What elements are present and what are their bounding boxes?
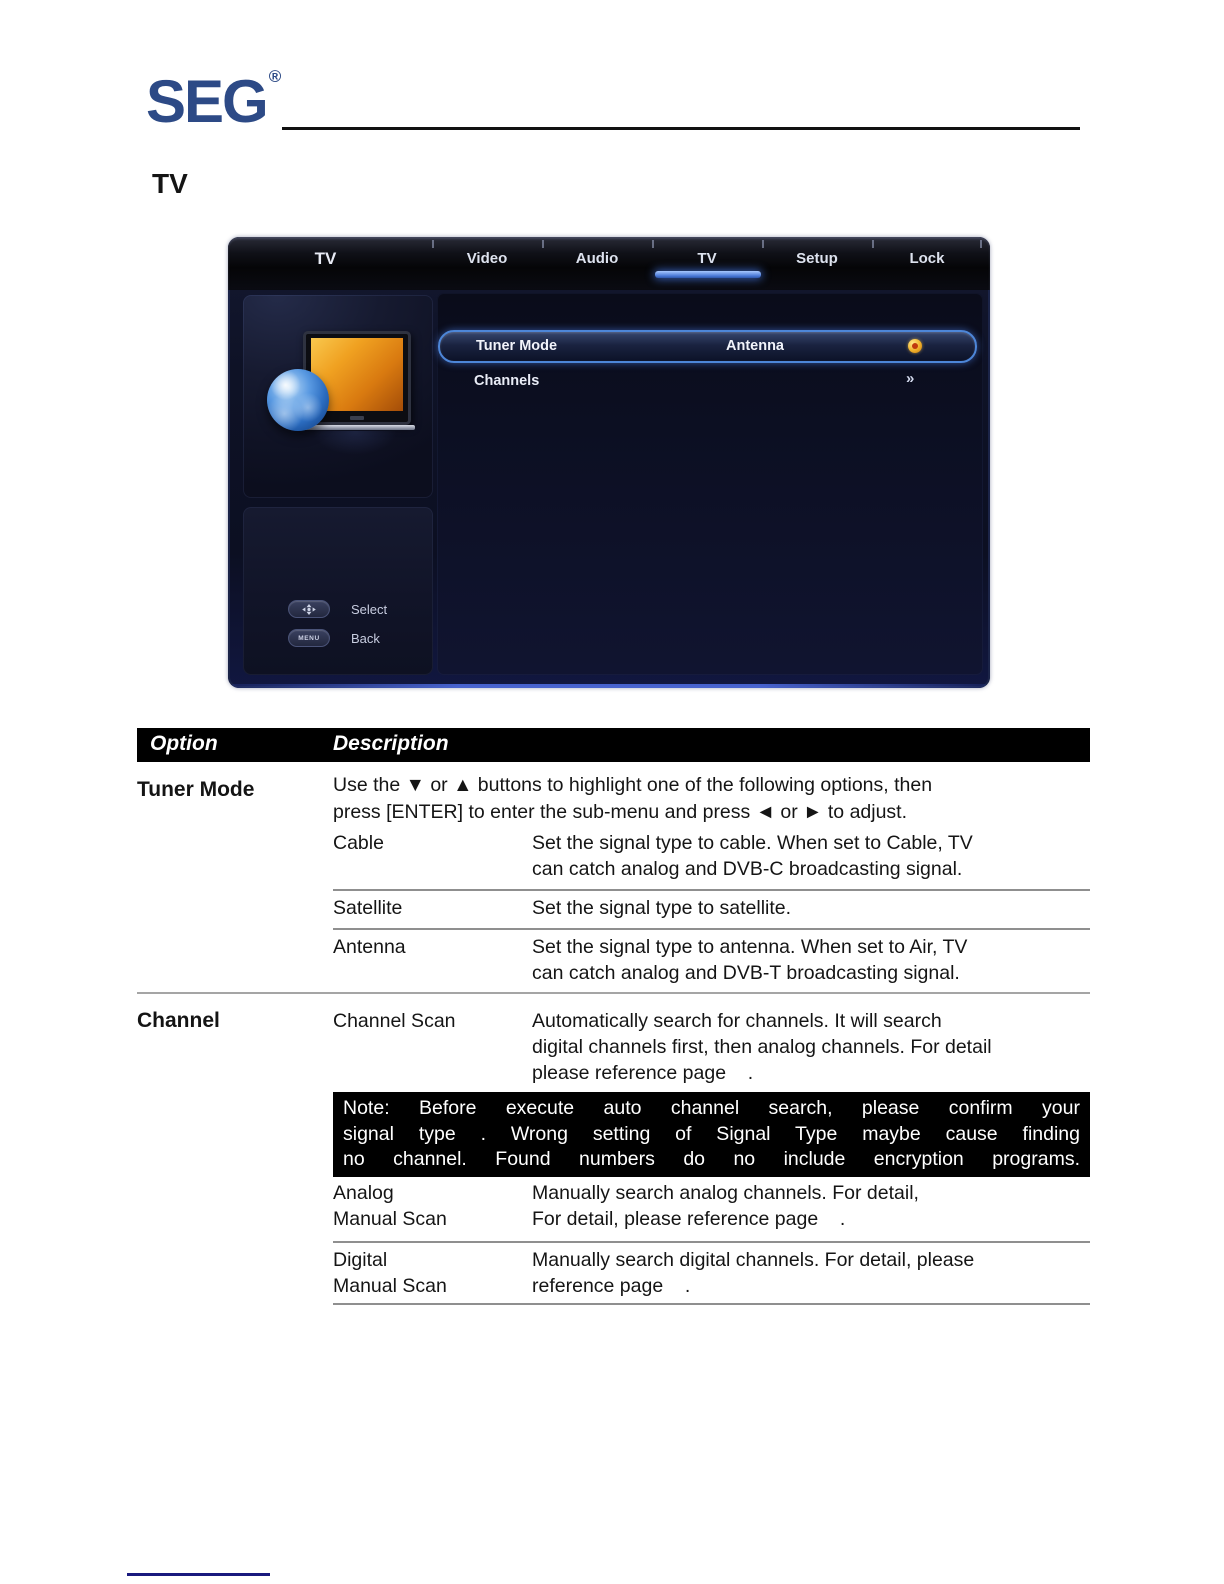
row-divider — [333, 1303, 1090, 1305]
seg-logo — [146, 67, 280, 135]
intro-line: Use the ▼ or ▲ buttons to highlight one of the following options, then — [333, 774, 933, 796]
option-label-tuner-mode: Tuner Mode — [137, 778, 255, 801]
reflection-graphic — [295, 431, 415, 465]
tv-globe-image — [243, 295, 433, 498]
tab-lock[interactable]: Lock — [872, 237, 982, 290]
menu-row-value: Antenna — [726, 338, 784, 354]
table-header — [137, 728, 1090, 762]
menu-button-icon: MENU — [288, 629, 330, 647]
note-line: signal type . Wrong setting of Signal Type maybe cause finding — [343, 1122, 1080, 1145]
suboption-name: Manual Scan — [333, 1208, 447, 1230]
desc-line: can catch analog and DVB-T broadcasting signal. — [532, 962, 960, 984]
hint-back-label: Back — [351, 630, 380, 646]
menu-row-label: Tuner Mode — [476, 338, 558, 354]
row-divider — [333, 928, 1090, 930]
suboption-name: Satellite — [333, 897, 403, 919]
hint-back — [288, 629, 380, 647]
suboption-name: Analog — [333, 1182, 394, 1204]
footer-line — [127, 1573, 270, 1576]
desc-line: please reference page . — [532, 1062, 754, 1084]
registered-mark: ® — [268, 67, 280, 86]
tv-menu-header-bar — [228, 237, 990, 290]
tv-menu-title: TV — [314, 249, 337, 268]
hint-panel — [243, 507, 433, 675]
column-header-description: Description — [333, 732, 449, 755]
dpad-icon — [288, 600, 330, 618]
menu-row-tuner-mode[interactable] — [438, 330, 977, 363]
seg-logo-text: SEG — [146, 68, 267, 135]
row-divider — [333, 1241, 1090, 1243]
desc-line: Automatically search for channels. It will search — [532, 1010, 942, 1032]
note-line: Note: Before execute auto channel search, please confirm your — [343, 1097, 1080, 1119]
hint-select-label: Select — [351, 601, 388, 617]
menu-row-channels[interactable] — [438, 369, 973, 395]
tab-audio[interactable]: Audio — [542, 237, 652, 290]
note-box — [333, 1092, 1090, 1177]
desc-line: Manually search digital channels. For detail, please — [532, 1249, 975, 1271]
antenna-status-icon — [908, 339, 922, 353]
tab-setup[interactable]: Setup — [762, 237, 872, 290]
note-line: no channel. Found numbers do no include encryption programs. — [343, 1148, 1080, 1170]
section-divider — [137, 992, 1090, 994]
option-label-channel: Channel — [137, 1009, 220, 1032]
desc-line: Manually search analog channels. For detail, — [532, 1182, 919, 1204]
double-chevron-right-icon: » — [906, 370, 915, 387]
active-tab-underline — [655, 271, 761, 278]
tab-tv[interactable]: TV — [652, 237, 762, 290]
tv-menu-content — [437, 293, 983, 675]
tab-video[interactable]: Video — [432, 237, 542, 290]
desc-line: Set the signal type to satellite. — [532, 897, 792, 919]
desc-line: digital channels first, then analog channels. For detail — [532, 1036, 992, 1058]
hint-select — [288, 600, 387, 618]
intro-line: press [ENTER] to enter the sub-menu and press ◄ or ► to adjust. — [333, 801, 908, 823]
tv-menu-tab-bar — [432, 237, 982, 290]
column-header-option: Option — [150, 732, 218, 755]
suboption-name: Cable — [333, 832, 384, 854]
desc-line: Set the signal type to cable. When set to Cable, TV — [532, 832, 973, 854]
row-divider — [333, 889, 1090, 891]
suboption-name: Antenna — [333, 936, 406, 958]
suboption-name: Digital — [333, 1249, 388, 1271]
desc-line: can catch analog and DVB-C broadcasting signal. — [532, 858, 963, 880]
suboption-name: Manual Scan — [333, 1275, 447, 1297]
desc-line: Set the signal type to antenna. When set to Air, TV — [532, 936, 968, 958]
globe-graphic — [267, 369, 329, 431]
desc-line: reference page . — [532, 1275, 691, 1297]
suboption-name: Channel Scan — [333, 1010, 456, 1032]
page-heading: TV — [152, 168, 188, 199]
menu-row-label: Channels — [474, 373, 540, 389]
header-rule — [282, 127, 1080, 130]
tv-menu-screenshot — [228, 237, 990, 688]
desc-line: For detail, please reference page . — [532, 1208, 846, 1230]
